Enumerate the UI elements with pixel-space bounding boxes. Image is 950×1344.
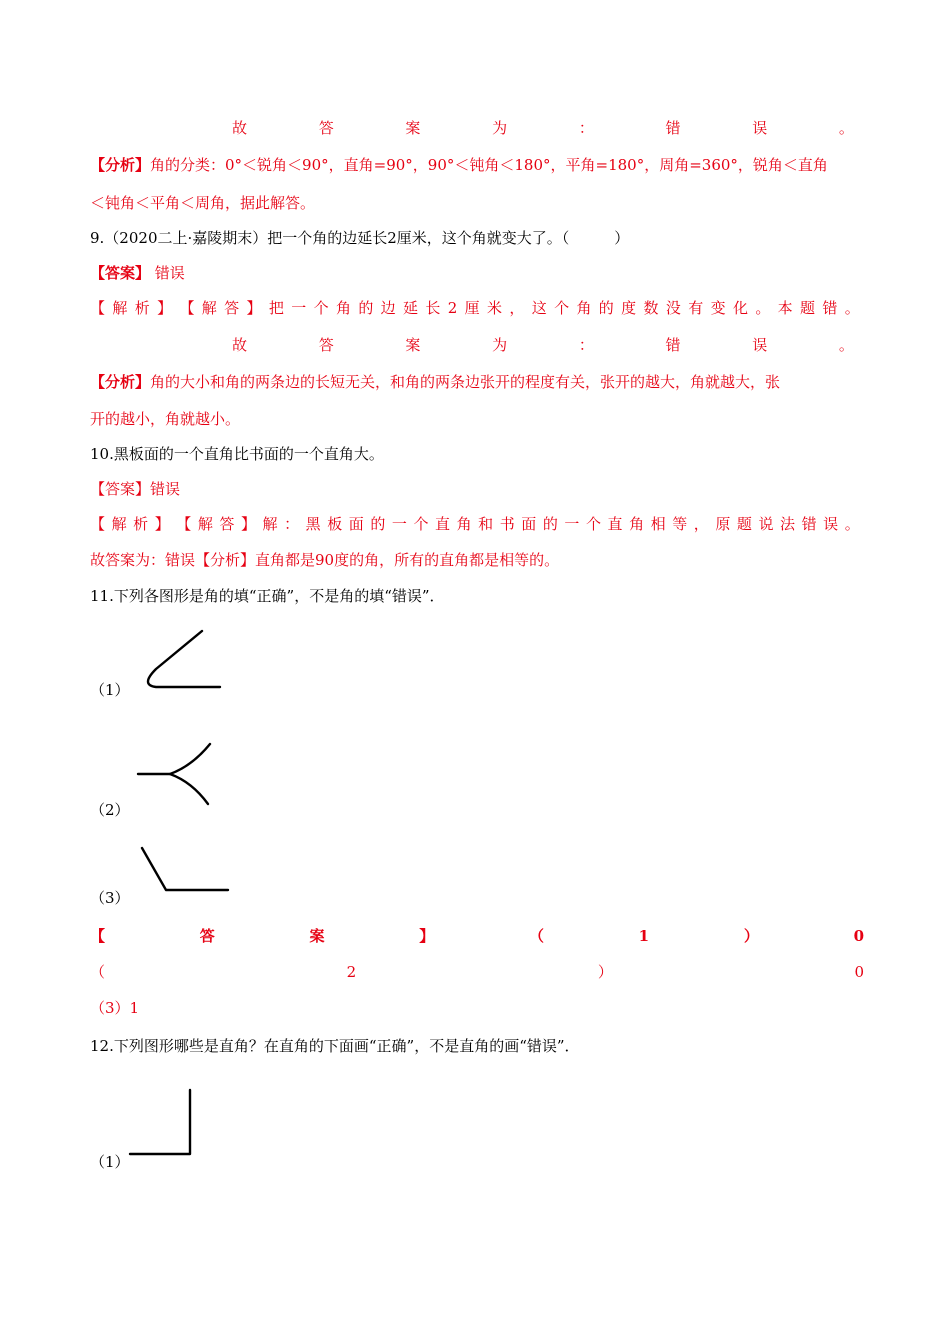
q9-solution-char: 。 [755,299,771,317]
q9-solution-char: 解 [201,299,217,317]
q11-answer-row1-char: 】 [419,927,435,945]
q9-conclusion-char: 错 [665,336,681,354]
q10-question: 10.黑板面的一个直角比书面的一个直角大。 [90,445,384,463]
q11-answer-row1-char: ） [743,927,759,945]
q10-solution-char: 【 [176,515,192,533]
q8-conclusion-char: 答 [318,119,334,137]
q9-solution-char: 】 [246,299,262,317]
q8-analysis-tag: 【分析】 [90,156,151,174]
q10-solution-char: 直 [435,515,451,533]
q10-solution-char: 等 [672,515,688,533]
q10-solution-char: 错 [801,515,817,533]
q12-fig1-label: （1） [90,1153,130,1171]
q10-solution-char: 析 [133,515,149,533]
q10-solution-char: 相 [650,515,666,533]
q10-solution-char: 角 [456,515,472,533]
q9-solution-char: 有 [688,299,704,317]
q9-solution-char: 厘 [464,299,480,317]
q11-fig3-label: （3） [90,889,130,907]
right-angle-figure-icon [126,1084,202,1160]
q11-answer-row1-char: 1 [638,927,650,945]
q10-solution-char: 的 [542,515,558,533]
q9-solution-char: 变 [710,299,726,317]
q9-conclusion-char: 案 [405,336,421,354]
q10-solution-char: 误 [823,515,839,533]
q9-solution-char: 没 [665,299,681,317]
obtuse-angle-figure-3-icon [134,840,234,898]
q11-fig2-label: （2） [90,801,130,819]
q9-solution-char: 本 [777,299,793,317]
q12-question: 12.下列图形哪些是直角？在直角的下面画“正确”，不是直角的画“错误”． [90,1037,580,1055]
q9-solution-char: 化 [732,299,748,317]
q8-conclusion-char: 故 [232,119,248,137]
q11-answer-row1-char: 【 [90,927,106,945]
q9-solution-char: 度 [621,299,637,317]
q10-solution-char: 个 [413,515,429,533]
q11-answer-row1-char: 0 [853,927,864,945]
q10-solution-char: 面 [348,515,364,533]
q10-solution-char: 】 [154,515,170,533]
q10-answer: 【答案】错误 [90,480,181,498]
q9-solution-char: 数 [643,299,659,317]
q10-solution-char: 和 [478,515,494,533]
q8-conclusion-char: 误 [752,119,768,137]
q9-solution-char: 【 [90,299,106,317]
q10-solution-char: 个 [585,515,601,533]
q10-solution-char: 答 [219,515,235,533]
q8-conclusion-char: ： [578,119,594,137]
q9-solution-char: 把 [268,299,284,317]
q8-conclusion [232,118,854,138]
q8-conclusion-char: 错 [665,119,681,137]
q10-solution-char: ： [284,515,300,533]
q9-solution-char: 边 [380,299,396,317]
q9-solution-char: 延 [403,299,419,317]
q10-solution-char: 】 [240,515,256,533]
q10-solution-char: 面 [521,515,537,533]
q10-solution-char: 解 [111,515,127,533]
q10-line2: 故答案为：错误【分析】直角都是90度的角，所有的直角都是相等的。 [90,551,560,569]
q9-solution-char: 】 [157,299,173,317]
q10-solution-char: 法 [780,515,796,533]
q9-solution-char: ， [509,299,525,317]
q10-solution-char: ， [693,515,709,533]
q9-solution-char: 【 [179,299,195,317]
q9-conclusion-char: ： [578,336,594,354]
q11-fig1-label: （1） [90,681,130,699]
q11-answer-row2 [90,962,864,982]
q9-analysis-line2: 开的越小，角就越小。 [90,410,241,428]
q10-solution-char: 解 [197,515,213,533]
q9-conclusion-char: 误 [752,336,768,354]
q9-solution-char: 解 [112,299,128,317]
q10-solution-char: 解 [262,515,278,533]
q11-answer-row2-char: （ [90,963,106,981]
q11-answer-row3: （3）1 [90,999,140,1017]
q9-conclusion-char: 故 [232,336,248,354]
q10-solution-char: 黑 [305,515,321,533]
q10-solution-char: 一 [391,515,407,533]
q10-solution-char: 角 [629,515,645,533]
q9-conclusion-char: 。 [838,336,854,354]
q9-solution-char: 错 [822,299,838,317]
q11-answer-row1 [90,926,864,946]
q11-answer-row2-char: ） [597,963,613,981]
q9-analysis-tag: 【分析】 [90,373,151,391]
q10-solution-char: 书 [499,515,515,533]
q9-solution-char: 一 [291,299,307,317]
q8-conclusion-char: 案 [405,119,421,137]
curved-fork-figure-2-icon [130,736,220,812]
q9-conclusion-char: 为 [492,336,508,354]
q8-conclusion-char: 为 [492,119,508,137]
angle-figure-1-icon [138,625,228,695]
q9-question: 9.（2020二上·嘉陵期末）把一个角的边延长2厘米，这个角就变大了。（ ） [90,229,630,247]
q9-solution-char: 2 [447,299,458,317]
q10-solution-char: 【 [90,515,106,533]
q8-analysis-line1: 【分析】角的分类：0°＜锐角＜90°，直角=90°，90°＜钝角＜180°，平角=180°，周角=360°，锐角＜直角 [90,156,828,174]
q9-solution-char: 角 [335,299,351,317]
q11-answer-row1-char: （ [528,927,544,945]
q9-solution-char: 。 [844,299,860,317]
q10-solution-char: 直 [607,515,623,533]
q9-solution-char: 的 [358,299,374,317]
q9-solution [90,298,860,318]
q10-solution-char: 说 [758,515,774,533]
q9-conclusion [232,335,854,355]
q11-answer-row1-char: 答 [199,927,215,945]
q9-solution-char: 的 [598,299,614,317]
q8-conclusion-char: 。 [838,119,854,137]
q9-solution-char: 角 [576,299,592,317]
q11-answer-row1-char: 案 [309,927,325,945]
q10-solution-char: 的 [370,515,386,533]
q9-solution-char: 析 [134,299,150,317]
q10-solution-char: 。 [844,515,860,533]
q9-solution-char: 答 [224,299,240,317]
q11-answer-row2-char: 0 [854,963,864,981]
q9-conclusion-char: 答 [318,336,334,354]
q11-question: 11.下列各图形是角的填“正确”，不是角的填“错误”． [90,587,445,605]
q9-solution-char: 这 [531,299,547,317]
q9-solution-char: 米 [487,299,503,317]
q9-solution-char: 个 [313,299,329,317]
q9-analysis-line1: 【分析】角的大小和角的两条边的长短无关，和角的两条边张开的程度有关，张开的越大，角就越大，张 [90,373,781,391]
q9-solution-char: 题 [800,299,816,317]
q10-solution-char: 一 [564,515,580,533]
q10-solution [90,514,860,534]
q9-answer [90,263,862,283]
q10-solution-char: 题 [736,515,752,533]
q9-solution-char: 个 [554,299,570,317]
q11-answer-row2-char: 2 [346,963,357,981]
q9-solution-char: 长 [425,299,441,317]
q10-solution-char: 原 [715,515,731,533]
q9-answer-tag: 【答案】 [90,264,151,282]
q8-analysis-line2: ＜钝角＜平角＜周角，据此解答。 [90,194,316,212]
q9-answer-value: 错误 [154,264,185,282]
q10-solution-char: 板 [327,515,343,533]
